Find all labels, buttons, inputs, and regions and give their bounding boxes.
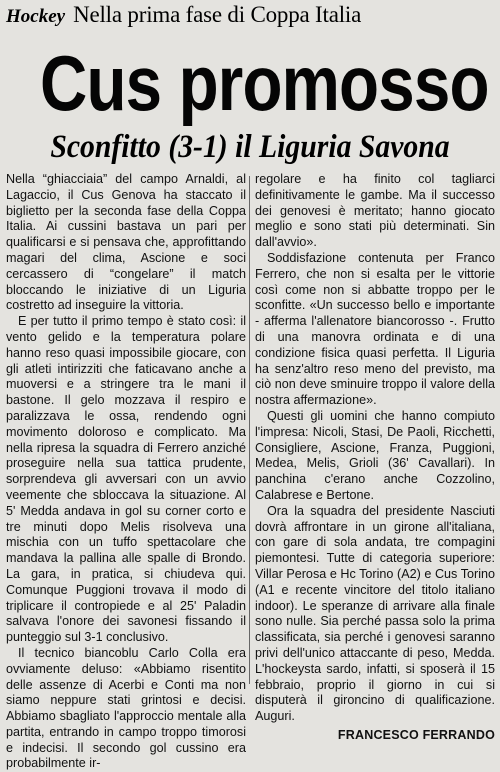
column-left (6, 172, 246, 771)
column-right (255, 172, 495, 742)
paragraph: Ora la squadra del presidente Nasciuti dovrà affrontare in un girone all'italiana, con gare di sola andata, tre compagini piemontesi. Tutte di categoria superiore: Villar Perosa e Hc Torino (A2) e Cus Torino (A1 e recente vincitore del titolo italiano indoor). Le speranze di arrivare alla finale sono nulle. Sia perché passa solo la prima classificata, sia perché i genovesi saranno privi dell'unico attaccante di peso, Medda. L'hockeysta sardo, infatti, si sposerà il 15 febbraio, proprio il giorno in cui si disputerà il gironcino di qualificazione. Auguri. (255, 503, 495, 724)
kicker-line (6, 2, 361, 30)
headline: Cus promosso (40, 39, 489, 127)
paragraph: Nella “ghiacciaia” del campo Arnaldi, al Lagaccio, il Cus Genova ha staccato il biglietto per la seconda fase della Coppa Italia. Ai cussini bastava un pari per qualificarsi e si pensava che, approfittando magari del clima, Ascione e soci cercassero di “congelare” il match bloccando le iniziative di un Liguria costretto ad inseguire la vittoria. (6, 172, 246, 313)
section-label: Hockey (6, 6, 66, 27)
byline: FRANCESCO FERRANDO (337, 727, 495, 742)
paragraph: Soddisfazione contenuta per Franco Ferrero, che non si esalta per le vittorie così come non si abbatte troppo per le sconfitte. «Un successo bello e importante - afferma l'allenatore biancorosso -. Frutto di una manovra ordinata e di una condizione fisica quasi perfetta. Il Liguria ha senz'altro reso meno del previsto, ma ciò non deve sminuire troppo il valore della nostra affermazione». (255, 250, 495, 408)
kicker-text: Nella prima fase di Coppa Italia (73, 2, 362, 27)
paragraph: Il tecnico biancoblu Carlo Colla era ovviamente deluso: «Abbiamo risentito delle assenze di Acerbi e Conti ma non siamo neppure stati grintosi e decisi. Abbiamo sbagliato l'approccio mentale alla partita, entrando in campo troppo timorosi e indecisi. Il secondo gol cussino era probabilmente ir- (6, 645, 246, 771)
column-divider (249, 176, 250, 684)
paragraph: E per tutto il primo tempo è stato così: il vento gelido e la temperatura polare hanno reso quasi impossibile giocare, con gli atleti intirizziti che faticavano anche a muoversi e a stringere tra le mani il bastone. Il gelo mozzava il respiro e paralizzava le ossa, rendendo ogni movimento doloroso e complicato. Ma nella ripresa la squadra di Ferrero anziché proseguire nella sua tattica prudente, sorprendeva gli avversari con un avvio veemente che sbloccava la situazione. Al 5' Medda andava in gol su corner corto e tre minuti dopo Melis risolveva una mischia con un tuffo spettacolare che mandava la pallina alle spalle di Brondo. La gara, in pratica, si chiudeva qui. Comunque Puggioni trovava il modo di triplicare il contropiede e al 25' Paladin salvava l'onore dei savonesi fissando il punteggio sul 3-1 conclusivo. (6, 314, 246, 645)
subheadline: Sconfitto (3-1) il Liguria Savona (50, 129, 450, 165)
paragraph: regolare e ha finito col tagliarci definitivamente le gambe. Ma il successo dei genovesi è meritato; hanno giocato meglio e sono stati più determinati. Sin dall'avvio». (255, 172, 495, 250)
paragraph: Questi gli uomini che hanno compiuto l'impresa: Nicoli, Stasi, De Paoli, Ricchetti, Consigliere, Ascione, Franza, Puggioni, Medea, Melis, Grioli (36' Cavallari). In panchina c'erano anche Cozzolino, Calabrese e Bertone. (255, 408, 495, 502)
